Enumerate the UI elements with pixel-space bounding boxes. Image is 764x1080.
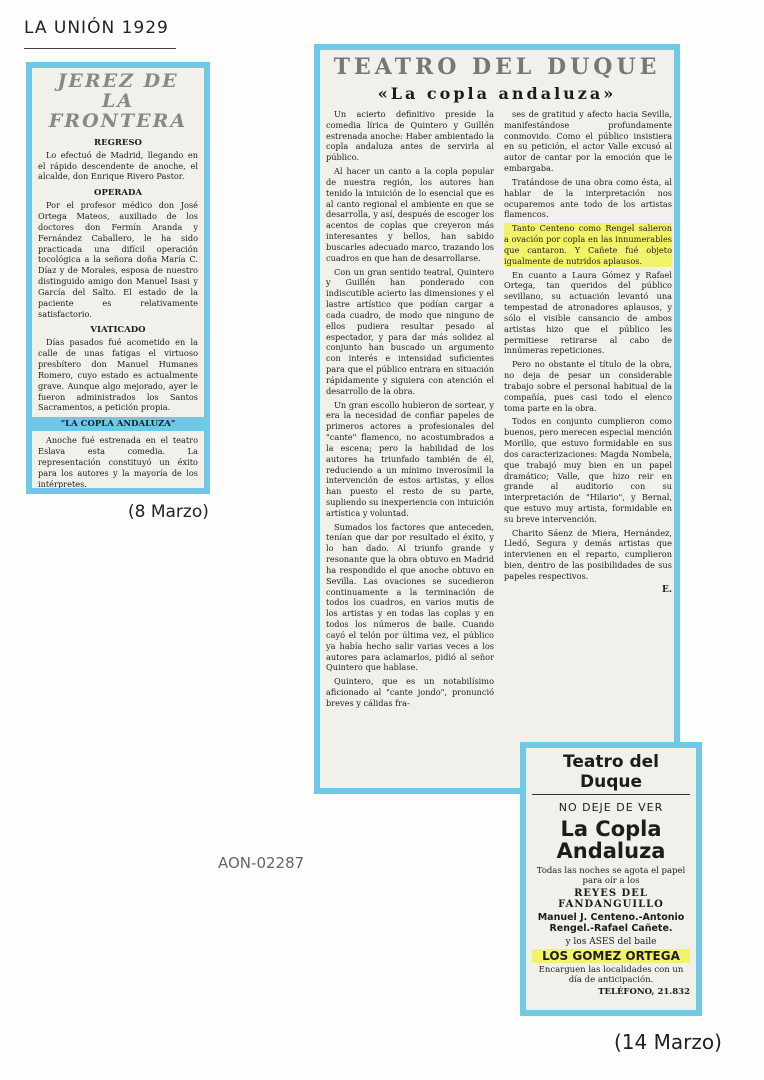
section-copla — [38, 417, 198, 488]
section-head: "LA COPLA ANDALUZA" — [32, 417, 204, 431]
section-head: REGRESO — [94, 137, 142, 148]
section-text: Anoche fué estrenada en el teatro Eslava esta comedia. La representación constituyó un éxito para los autores y la mayoría de los intérpretes. — [38, 435, 198, 488]
section-viaticado — [38, 325, 198, 413]
paragraph: Pero no obstante el título de la obra, no deja de pesar un considerable trabajo sobre el personal habitual de la compañía, pues casi todo el elenco toma parte en la obra. — [504, 359, 672, 413]
paragraph: Al hacer un canto a la copla popular de nuestra región, los autores han tenido la intuición de lo esencial que es al canto regional el ambiente en que se desarrolla, y así, después de escoger los acentos de coplas que creyeron más interesantes y bellos, han sabido buscarles adecuado marco, trazando los cuadros en que han de desarrollarse. — [326, 166, 494, 263]
handwritten-reference: AON-02287 — [218, 854, 305, 872]
section-head: VIATICADO — [90, 325, 146, 336]
section-text: Días pasados fué acometido en la calle de unas fatigas el virtuoso presbítero don Manuel Humanes Romero, cuyo estado es actualmente grave. Aunque algo mejorado, ayer le fueron administrados los Santos Sacramentos, a petición propia. — [38, 337, 198, 413]
paragraph: Sumados los factores que anteceden, tenían que dar por resultado el éxito, y lo han dado. Al triunfo grande y resonante que la obra obtuvo en Madrid ha respondido el que anoche obtuvo en Sevilla. Las ovaciones se sucedieron continuamente a la terminación de todos los cuadros, en varios mutis de los artistas y en todas las coplas y en todos los números de baile. Cuando cayó el telón por última vez, el público ya había hecho salir varias veces a los autores para aclamarlos, pidió al señor Quintero que hablase. — [326, 521, 494, 673]
ad-title: Teatro del Duque — [532, 752, 690, 795]
clipping-advertisement — [520, 742, 702, 1016]
clipping-teatro-review — [314, 44, 680, 794]
clipping-jerez — [26, 62, 210, 494]
section-text: Lo efectuó de Madrid, llegando en el rápido descendente de anoche, el alcalde, don Enrique Rivero Pastor. — [38, 149, 198, 182]
paragraph: Tratándose de una obra como ésta, al hablar de la interpretación nos ocuparemos ante todo de los artistas flamencos. — [504, 176, 672, 220]
section-text: Por el profesor médico don José Ortega Mateos, auxiliado de los doctores don Fermín Aranda y Fernández Caballero, le ha sido practicada una difícil operación tocológica a la señora doña María C. Díaz y de Morales, esposa de nuestro distinguido amigo don Manuel Isasi y García del Salto. El estado de la paciente es relativamente satisfactorio. — [38, 200, 198, 319]
highlighted-paragraph: Tanto Centeno como Rengel salieron a ovación por copla en las innumerables que cantaron. Y Cañete fué objeto igualmente de nutridos aplausos. — [504, 223, 672, 266]
review-subtitle: «La copla andaluza» — [377, 84, 617, 103]
ad-line-reyes: REYES DEL FANDANGUILLO — [558, 888, 664, 911]
underline — [24, 48, 176, 49]
handwritten-date-3: (14 Marzo) — [614, 1030, 722, 1054]
ad-line-no-deje: NO DEJE DE VER — [558, 801, 664, 814]
masthead-teatro: TEATRO DEL DUQUE — [333, 54, 661, 80]
section-regreso — [38, 138, 198, 182]
paragraph: Con un gran sentido teatral, Quintero y Guillén han ponderado con indiscutible acierto las dimensiones y el lastre artístico que podían cargar a cada cuadro, de modo que ninguno de ellos pudiera resultar pesado al espectador, y para dar más solidez al conjunto han buscado un argumento con interés e intensidad suficientes para que el público entrara en situación rápidamente y siguiera con atención el desarrollo de la obra. — [326, 266, 494, 396]
paragraph: Un gran escollo hubieron de sortear, y era la necesidad de confiar papeles de primeros actores a profesionales del "cante" flamenco, no acostumbrados a la escena; pero la habilidad de los autores ha triunfado también de él, reduciendo a un mínimo inverosímil la intervención de estos artistas, y ellos han puesto el resto de su parte, supliendo su inexperiencia con intuición artística y voluntad. — [326, 399, 494, 518]
paragraph: Quintero, que es un notabilísimo aficionado al "cante jondo", pronunció breves y cálidas fra- — [326, 676, 494, 708]
ad-line-performers: Manuel J. Centeno.-Antonio Rengel.-Rafael Cañete. — [537, 912, 685, 935]
review-signature: E. — [662, 584, 672, 595]
paragraph: Charito Sáenz de Miera, Hernández, Lledó, Segura y demás artistas que intervienen en el reparto, cumplieron bien, dentro de las posibilidades de sus papeles respectivos. — [504, 527, 672, 581]
handwritten-source-label: LA UNIÓN 1929 — [24, 18, 169, 38]
ad-show-title: La Copla Andaluza — [556, 817, 666, 864]
ad-line-sold-out: Todas las noches se agota el papel para oír a los — [536, 866, 686, 887]
masthead-jerez: JEREZ DE LA FRONTERA — [48, 70, 188, 132]
review-body — [326, 109, 672, 729]
section-operada — [38, 188, 198, 319]
paragraph: ses de gratitud y afecto hacia Sevilla, manifestándose profundamente conmovido. Como el público insistiera en su petición, el actor Valle excusó al autor de cantar por la emoción que le embargaba. — [504, 109, 672, 174]
paragraph: Un acierto definitivo preside la comedia lírica de Quintero y Guillén estrenada anoche: Haber ambientado la copla andaluza antes de servirla al público. — [326, 109, 494, 163]
review-column-2 — [504, 109, 672, 595]
paragraph: Todos en conjunto cumplieron como buenos, pero merecen especial mención Morillo, que estuvo formidable en sus dos caracterizaciones: Magda Nombela, que trabajó muy bien en un papel dramático; Valle, que hizo reir en grande al auditorio con su interpretación de "Hilario", y Bernal, que estuvo muy artista, formidable en su breve intervención. — [504, 416, 672, 524]
handwritten-date-1: (8 Marzo) — [128, 502, 209, 522]
ad-line-ases: y los ASES del baile — [565, 937, 657, 948]
ad-line-gomez-ortega: LOS GOMEZ ORTEGA — [532, 949, 690, 963]
paragraph: En cuanto a Laura Gómez y Rafael Ortega, tan queridos del público sevillano, su actuación levantó una tempestad de atronadores aplausos, y sólo el visible cansancio de ambos artistas hizo que el público les permitiese retirarse al cabo de innúmeras repeticiones. — [504, 269, 672, 356]
review-column-1 — [326, 109, 494, 712]
ad-line-telefono: TELÉFONO, 21.832 — [598, 987, 690, 998]
section-head: OPERADA — [94, 188, 142, 199]
ad-line-localidades: Encarguen las localidades con un día de anticipación. — [538, 965, 684, 986]
